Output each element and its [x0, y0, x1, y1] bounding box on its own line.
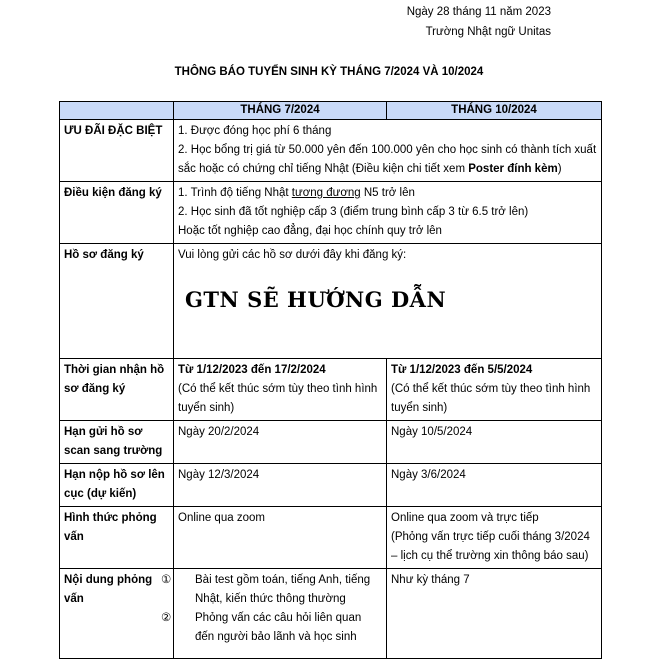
row-submit-deadline: [60, 464, 602, 507]
header-october: THÁNG 10/2024: [387, 102, 602, 120]
october-interview-format: Online qua zoom và trực tiếp (Phỏng vấn trực tiếp cuối tháng 3/2024 – lịch cụ thể trường xin thông báo sau): [387, 507, 602, 569]
row-documents: [60, 244, 602, 359]
row-interview-content: [60, 569, 602, 659]
july-period: Từ 1/12/2023 đến 17/2/2024 (Có thể kết thúc sớm tùy theo tình hình tuyển sinh): [174, 359, 387, 421]
conditions-content: [174, 182, 602, 244]
row-label: Hình thức phỏng vấn: [60, 507, 174, 569]
header-july: THÁNG 7/2024: [174, 102, 387, 120]
row-application-period: [60, 359, 602, 421]
october-interview-content: Như kỳ tháng 7: [387, 569, 602, 659]
row-label: Nội dung phỏng vấn: [60, 569, 174, 659]
october-scan-deadline: Ngày 10/5/2024: [387, 421, 602, 464]
row-label: Hạn gửi hồ sơ scan sang trường: [60, 421, 174, 464]
document-date: Ngày 28 tháng 11 năm 2023: [406, 6, 551, 18]
offer-line-2: 2. Học bổng trị giá từ 50.000 yên đến 100.000 yên cho học sinh có thành tích xuất sắc hoặc có chứng chỉ tiếng Nhật (Điều kiện chi tiết xem Poster đính kèm): [178, 144, 597, 175]
row-label: Thời gian nhận hồ sơ đăng ký: [60, 359, 174, 421]
list-item: ① Bài test gồm toán, tiếng Anh, tiếng Nhật, kiến thức thông thường: [161, 574, 371, 605]
row-label: ƯU ĐÃI ĐẶC BIỆT: [60, 120, 174, 182]
row-special-offer: [60, 120, 602, 182]
condition-line-2: 2. Học sinh đã tốt nghiệp cấp 3 (điểm trung bình cấp 3 từ 6.5 trở lên): [178, 206, 529, 218]
poster-link-text: Poster đính kèm: [468, 163, 558, 175]
row-scan-deadline: [60, 421, 602, 464]
special-offer-content: [174, 120, 602, 182]
july-interview-format: Online qua zoom: [174, 507, 387, 569]
october-submit-deadline: Ngày 3/6/2024: [387, 464, 602, 507]
list-item: ② Phỏng vấn các câu hỏi liên quan đến người bảo lãnh và học sinh: [161, 612, 362, 643]
documents-intro: Vui lòng gửi các hồ sơ dưới đây khi đăng ký:: [178, 249, 407, 261]
document-title: THÔNG BÁO TUYỂN SINH KỲ THÁNG 7/2024 VÀ 10/2024: [174, 66, 484, 78]
header-empty: [60, 102, 174, 120]
july-submit-deadline: Ngày 12/3/2024: [174, 464, 387, 507]
row-label: Hồ sơ đăng ký: [60, 244, 174, 359]
row-conditions: [60, 182, 602, 244]
table-header-row: [60, 102, 602, 120]
october-period: Từ 1/12/2023 đến 5/5/2024 (Có thể kết thúc sớm tùy theo tình hình tuyển sinh): [387, 359, 602, 421]
july-scan-deadline: Ngày 20/2/2024: [174, 421, 387, 464]
condition-line-1: 1. Trình độ tiếng Nhật tương đương N5 trở lên: [178, 187, 415, 199]
july-interview-content: [161, 569, 387, 659]
row-interview-format: [60, 507, 602, 569]
school-name: Trường Nhật ngữ Unitas: [425, 26, 551, 38]
gtn-guidance-text: GTN SẼ HƯỚNG DẪN: [185, 287, 447, 312]
condition-line-3: Hoặc tốt nghiệp cao đẳng, đại học chính quy trở lên: [178, 225, 442, 237]
offer-line-1: 1. Được đóng học phí 6 tháng: [178, 125, 332, 137]
row-label: Hạn nộp hồ sơ lên cục (dự kiến): [60, 464, 174, 507]
row-label: Điều kiện đăng ký: [60, 182, 174, 244]
admission-table: [59, 101, 602, 659]
documents-content: [174, 244, 602, 359]
